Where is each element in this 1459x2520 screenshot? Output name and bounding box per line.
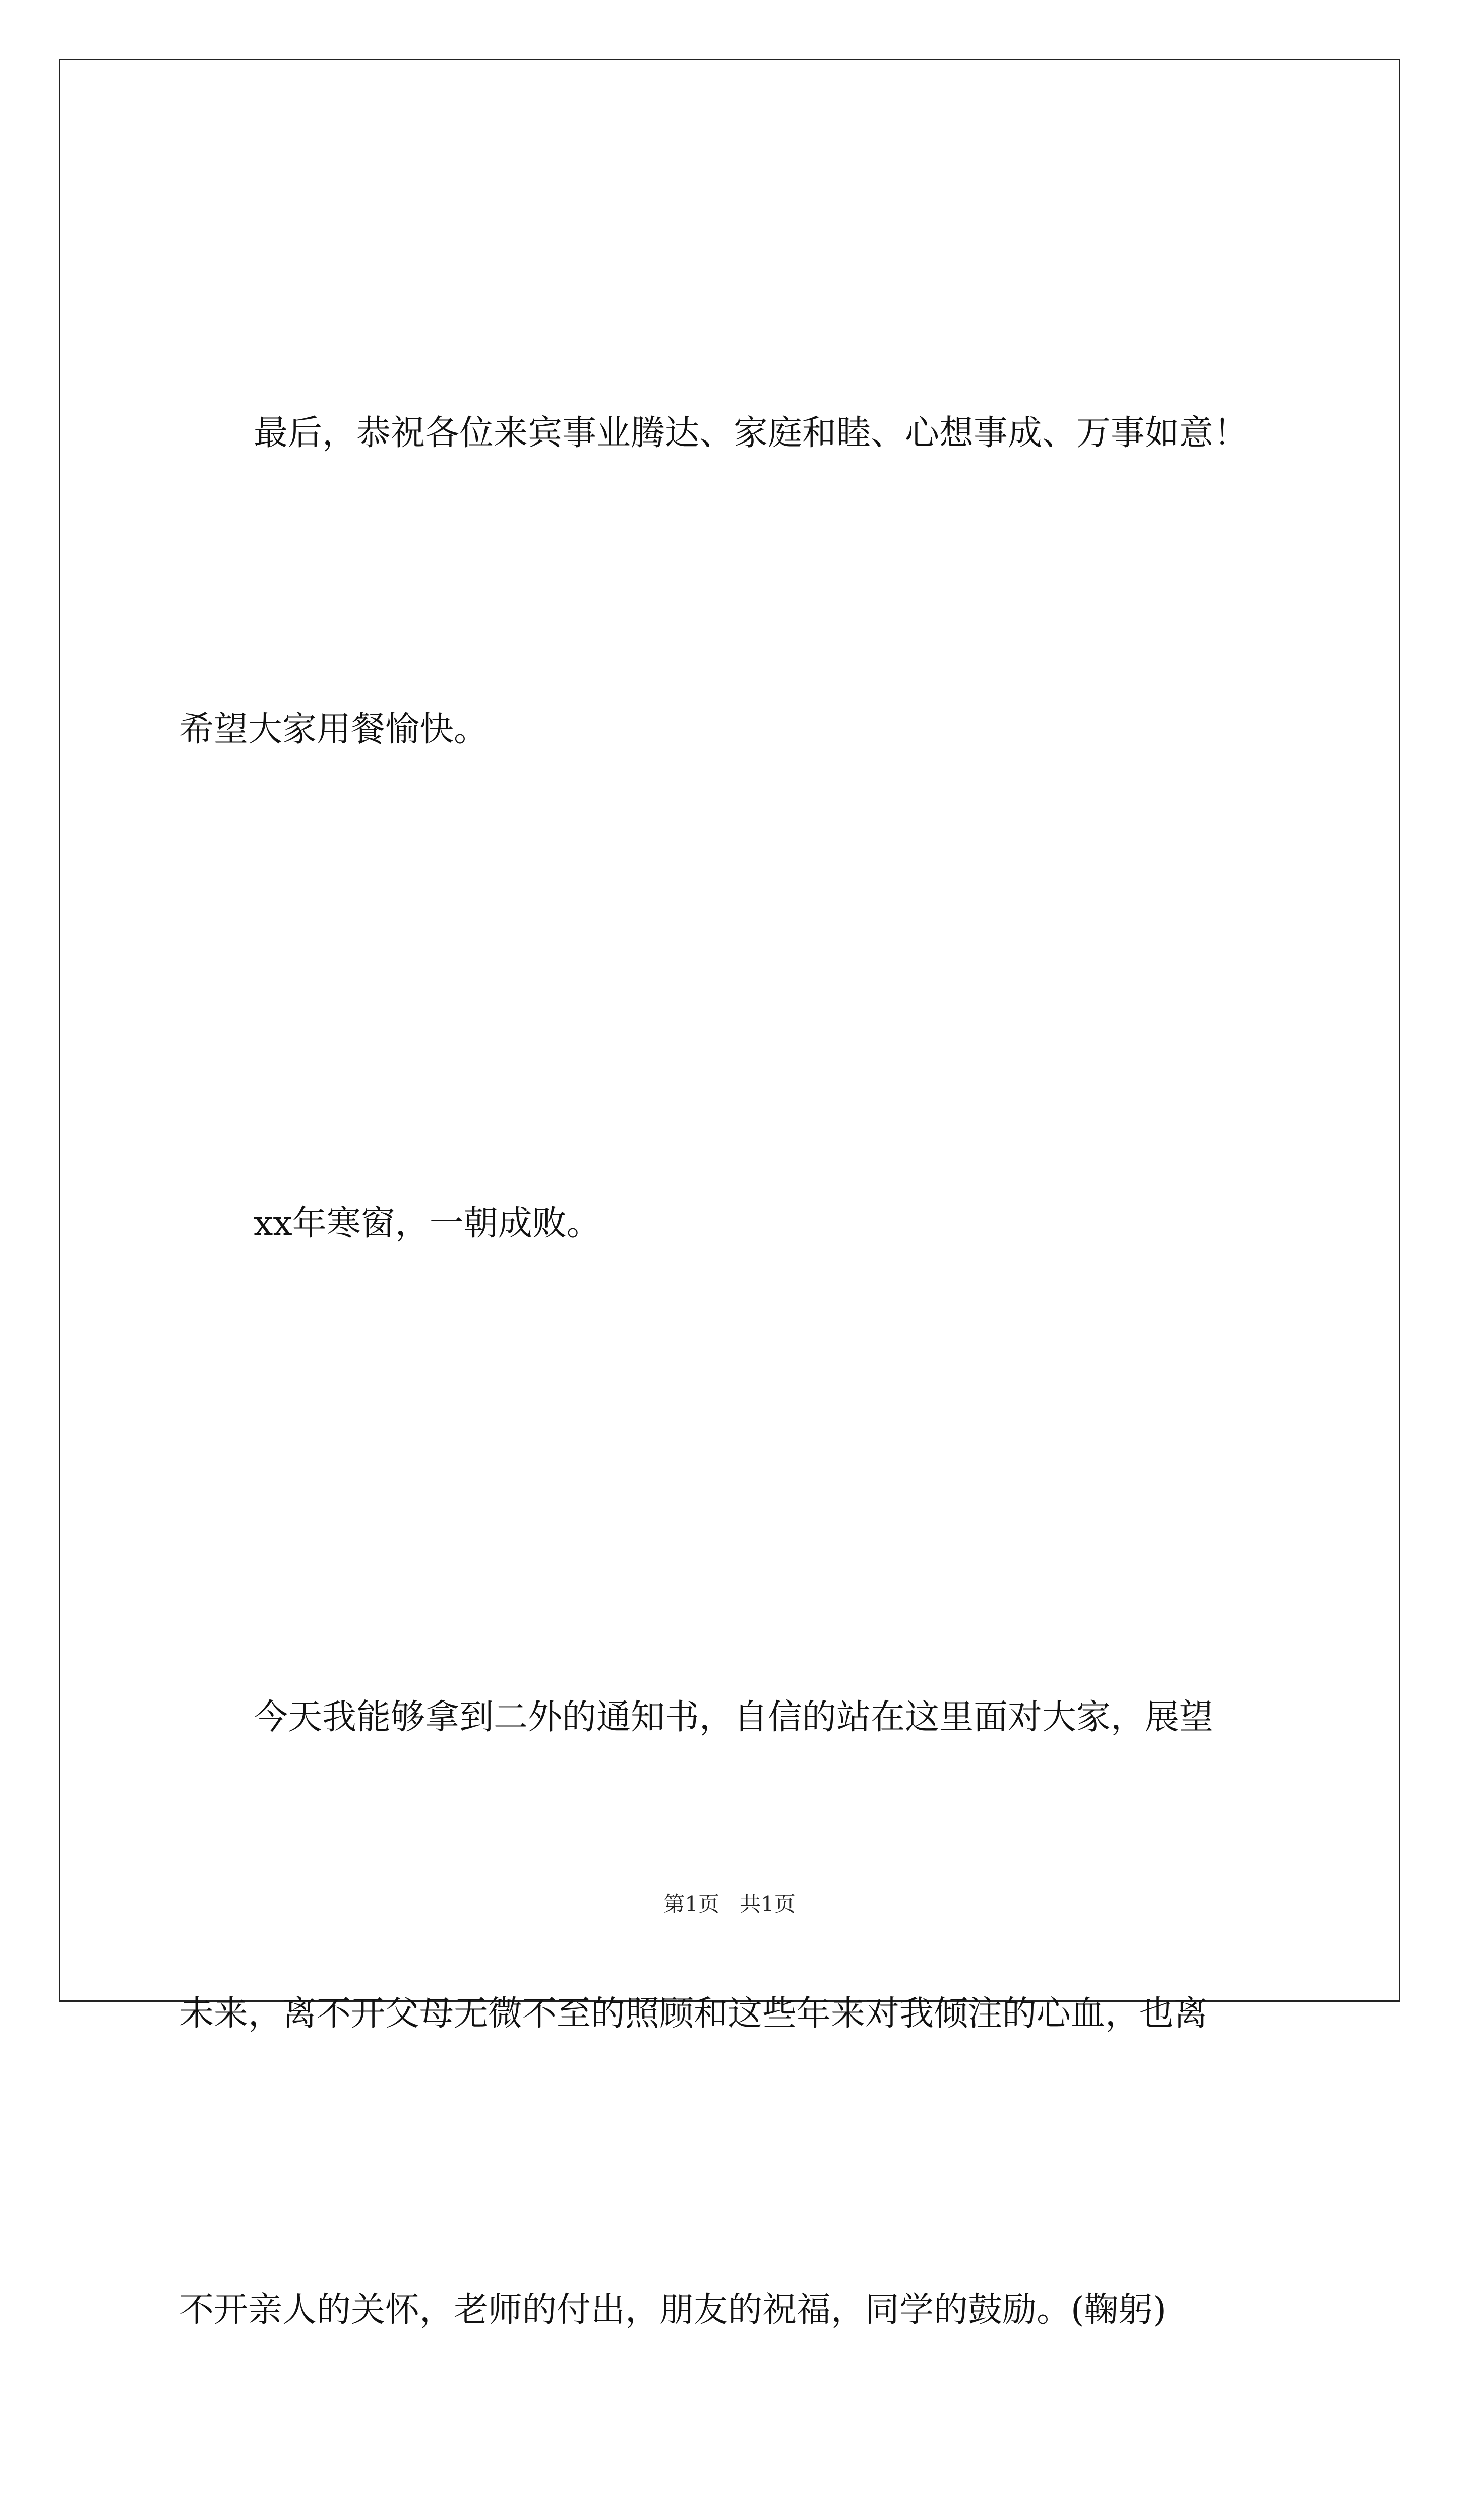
page-footer: 第1页 共1页 [663, 1892, 796, 1916]
text-line: xx年寒窗，一朝成败。 [254, 1204, 601, 1243]
text-line: 未来，离不开父母无微不至的照顾和这些年来对我倾注的心血，也离 [179, 1994, 1208, 2034]
text-line: 最后，恭祝各位来宾事业腾达、家庭和睦、心想事成、万事如意！ [254, 413, 1248, 453]
text-line: 希望大家用餐愉快。 [179, 710, 489, 749]
paragraph [179, 977, 1321, 1471]
paragraph [179, 186, 1321, 977]
text-line: 今天我能够拿到二外的通知书，自信的站在这里面对大家，展望 [254, 1697, 1214, 1737]
paragraph [179, 1471, 1321, 2520]
document-body [179, 186, 1321, 2520]
text-line: 不开亲人的关怀，老师的付出，朋友的祝福，同学的鼓励。(鞠躬) [179, 2290, 1167, 2330]
